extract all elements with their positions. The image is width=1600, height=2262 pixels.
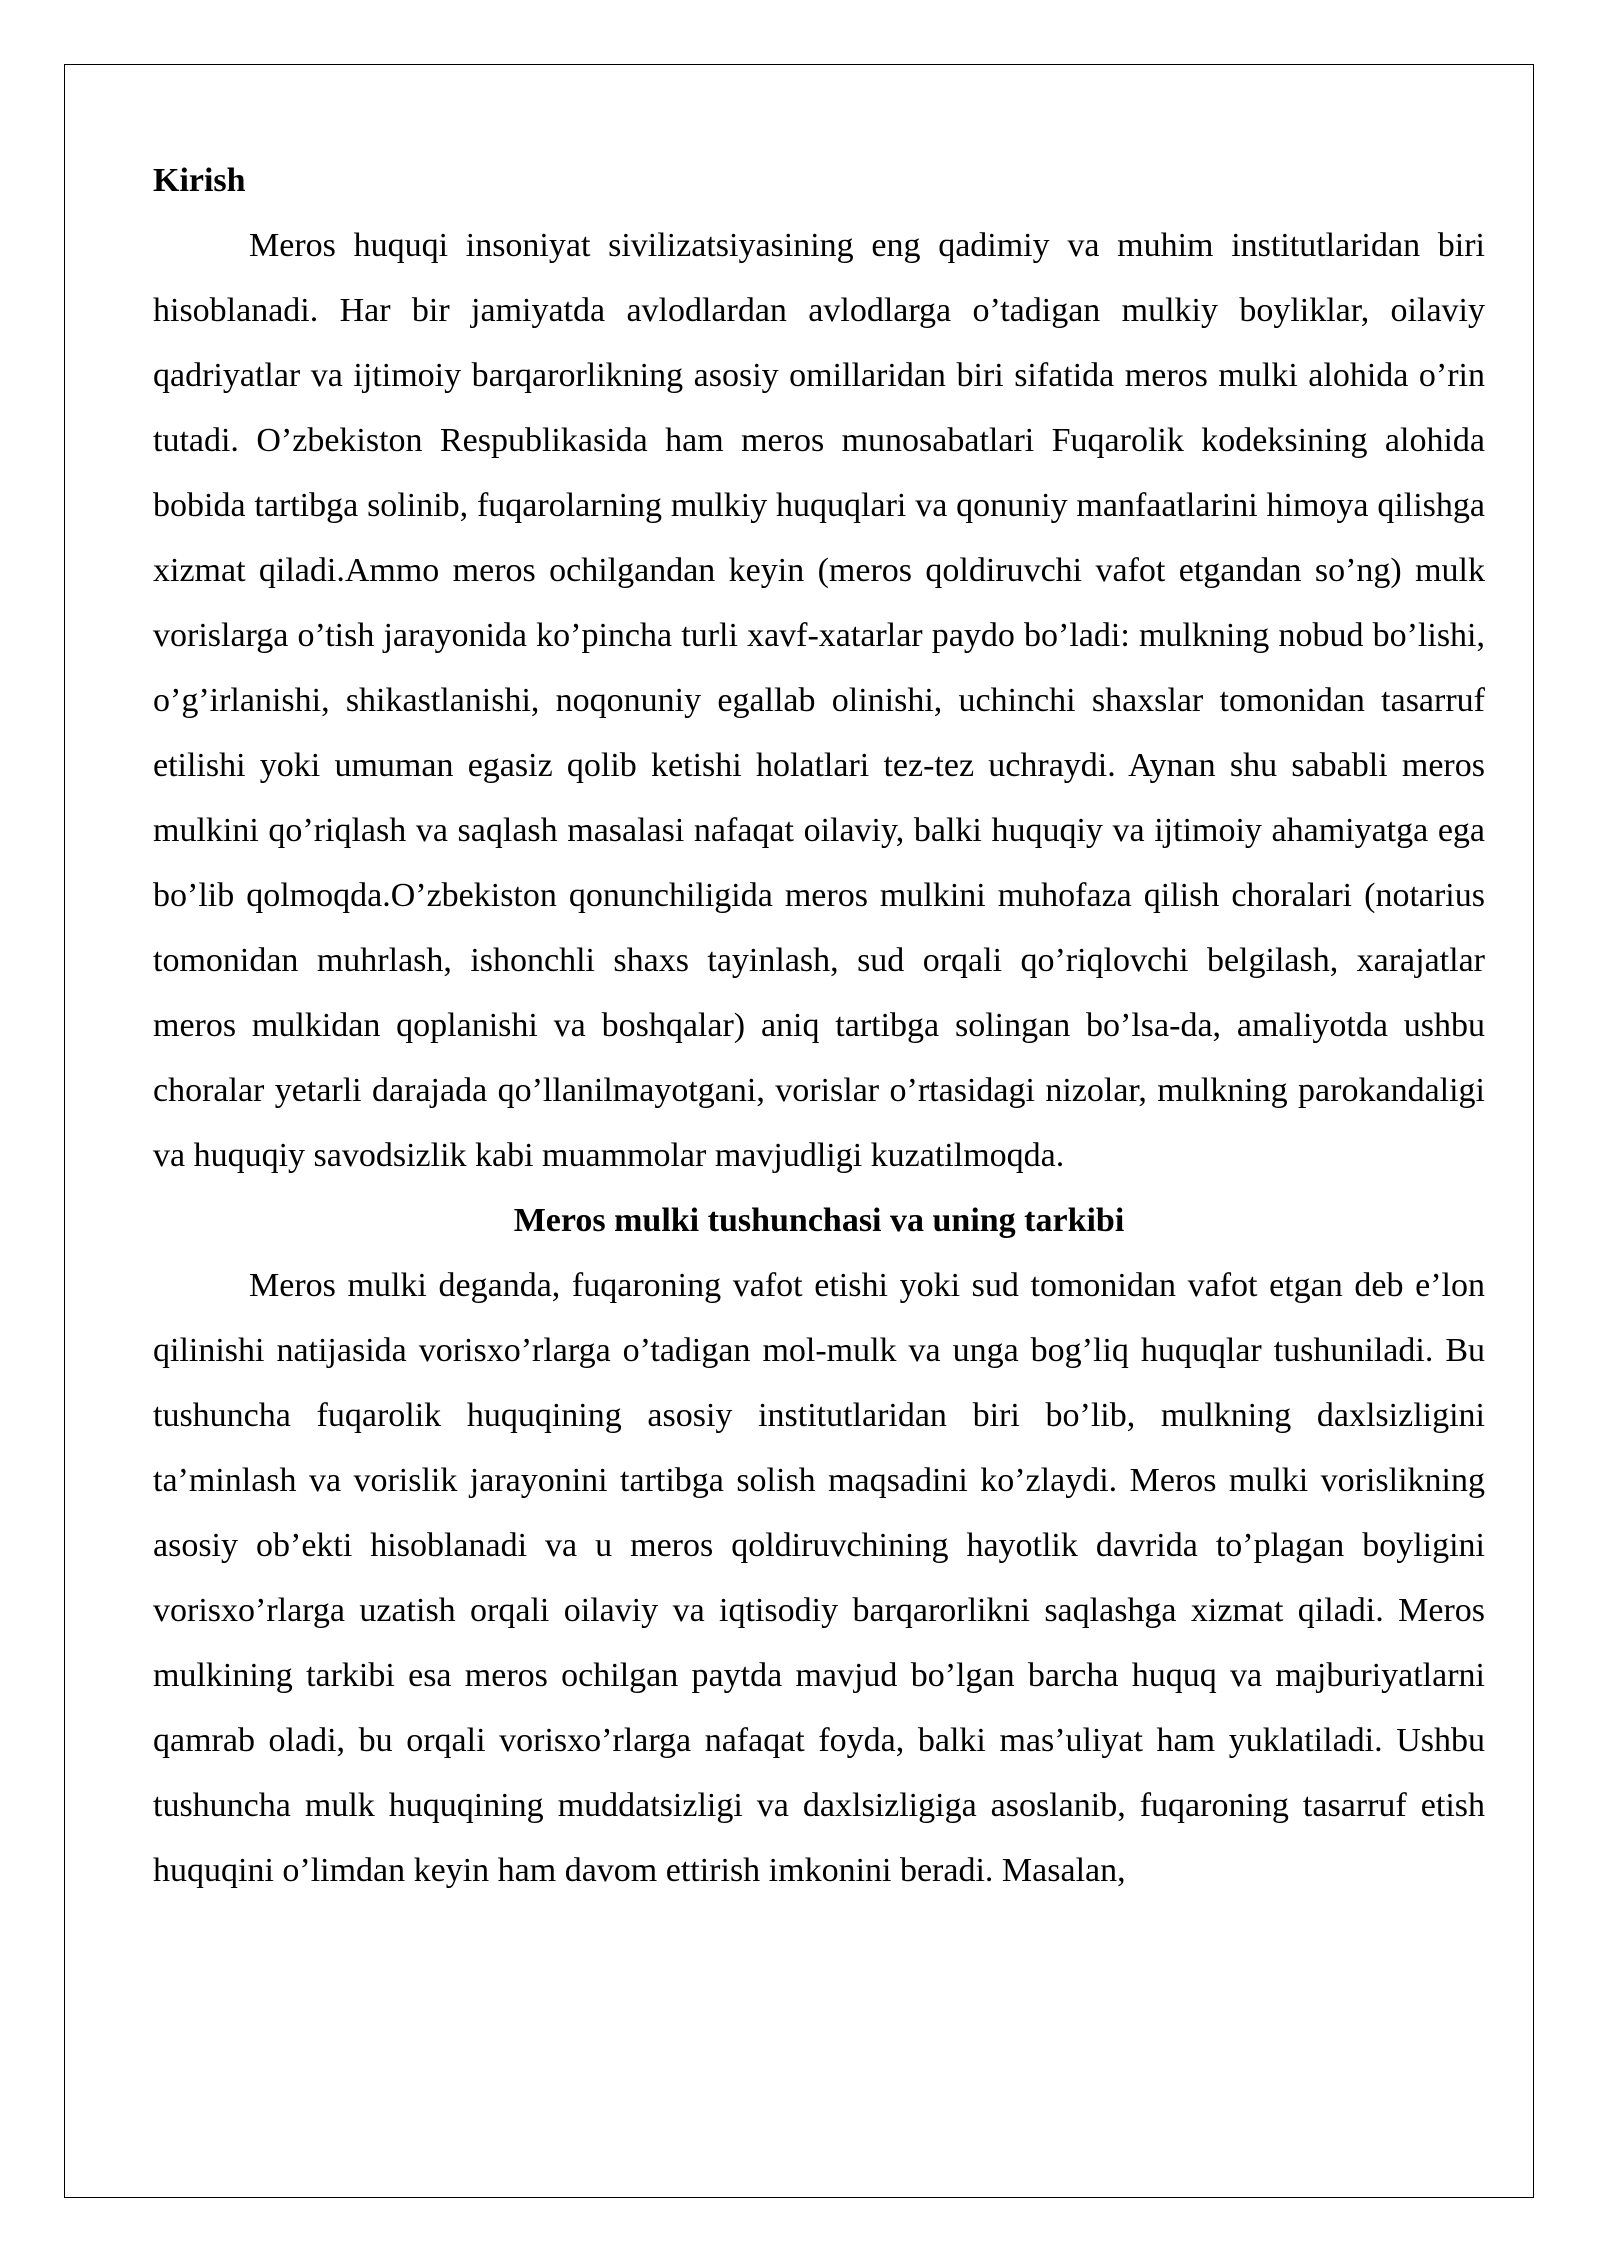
paragraph-meros-mulki: Meros mulki deganda, fuqaroning vafot etishi yoki sud tomonidan vafot etgan deb e’lon qilinishi natijasida vorisxo’rlarga o’tadigan mol-mulk va unga bog’liq huquqlar tushuniladi. Bu tushuncha fuqarolik huquqining asosiy institutlaridan biri bo’lib, mulkning daxlsizligini ta’minlash va vorislik jarayonini tartibga solish maqsadini ko’zlaydi. Meros mulki vorislikning asosiy ob’ekti hisoblanadi va u meros qoldiruvchining hayotlik davrida to’plagan boyligini vorisxo’rlarga uzatish orqali oilaviy va iqtisodiy barqarorlikni saqlashga xizmat qiladi. Meros mulkining tarkibi esa meros ochilgan paytda mavjud bo’lgan barcha huquq va majburiyatlarni qamrab oladi, bu orqali vorisxo’rlarga nafaqat foyda, balki mas’uliyat ham yuklatiladi. Ushbu tushuncha mulk huquqining muddatsizligi va daxlsizligiga asoslanib, fuqaroning tasarruf etish huquqini o’limdan keyin ham davom ettirish imkonini beradi. Masalan, [153,1267,1485,1889]
paragraph-introduction: Meros huquqi insoniyat sivilizatsiyasining eng qadimiy va muhim institutlaridan biri hisoblanadi. Har bir jamiyatda avlodlardan avlodlarga o’tadigan mulkiy boyliklar, oilaviy qadriyatlar va ijtimoiy barqarorlikning asosiy omillaridan biri sifatida meros mulki alohida o’rin tutadi. O’zbekiston Respublikasida ham meros munosabatlari Fuqarolik kodeksining alohida bobida tartibga solinib, fuqarolarning mulkiy huquqlari va qonuniy manfaatlarini himoya qilishga xizmat qiladi.Ammo meros ochilgandan keyin (meros qoldiruvchi vafot etgandan so’ng) mulk vorislarga o’tish jarayonida ko’pincha turli xavf-xatarlar paydo bo’ladi: mulkning nobud bo’lishi, o’g’irlanishi, shikastlanishi, noqonuniy egallab olinishi, uchinchi shaxslar tomonidan tasarruf etilishi yoki umuman egasiz qolib ketishi holatlari tez-tez uchraydi. Aynan shu sababli meros mulkini qo’riqlash va saqlash masalasi nafaqat oilaviy, balki huquqiy va ijtimoiy ahamiyatga ega bo’lib qolmoqda.O’zbekiston qonunchiligida meros mulkini muhofaza qilish choralari (notarius tomonidan muhrlash, ishonchli shaxs tayinlash, sud orqali qo’riqlovchi belgilash, xarajatlar meros mulkidan qoplanishi va boshqalar) aniq tartibga solingan bo’lsa-da, amaliyotda ushbu choralar yetarli darajada qo’llanilmayotgani, vorislar o’rtasidagi nizolar, mulkning parokandaligi va huquqiy savodsizlik kabi muammolar mavjudligi kuzatilmoqda. [153,227,1485,1174]
section-heading-meros-mulki: Meros mulki tushunchasi va uning tarkibi [513,1202,1125,1239]
document-body [153,148,1485,1903]
section-heading-kirish: Kirish [153,162,246,199]
